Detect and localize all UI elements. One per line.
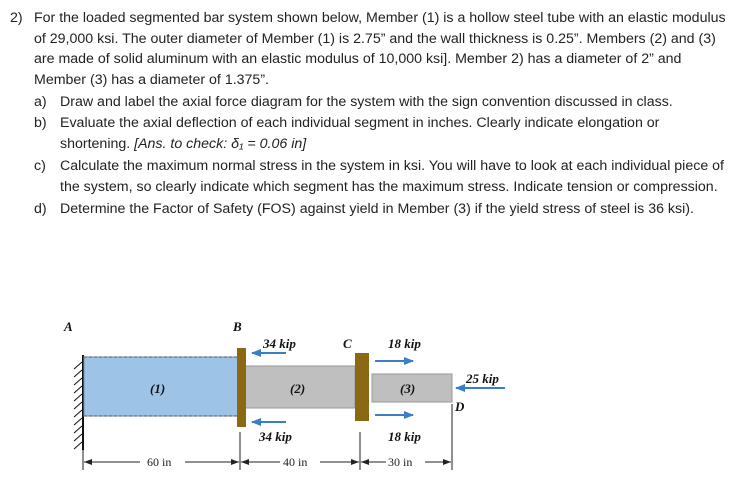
plate-c xyxy=(355,353,369,421)
load-label-c-top: 18 kip xyxy=(388,336,421,351)
part-b-label: b) xyxy=(34,114,47,131)
point-c-label: C xyxy=(343,336,352,351)
part-d-text: Determine the Factor of Safety (FOS) against yield in Member (3) if the yield stress of steel is 36 ksi). xyxy=(60,201,694,218)
member-1-label: (1) xyxy=(150,381,166,396)
load-label-b-top: 34 kip xyxy=(263,336,296,351)
point-d-label: D xyxy=(455,399,465,414)
load-label-b-bottom: 34 kip xyxy=(259,429,292,444)
part-a-text: Draw and label the axial force diagram for the system with the sign convention discussed in class. xyxy=(60,94,673,111)
member-3-label: (3) xyxy=(400,381,416,396)
length-label-2: 40 in xyxy=(283,455,308,469)
load-label-d: 25 kip xyxy=(466,371,499,386)
wall-support-icon xyxy=(74,355,83,450)
part-c-text: Calculate the maximum normal stress in the system in ksi. You will have to look at each individual piece of the system, so clearly indicate which segment has the maximum stress. Indicate tension or compression. xyxy=(60,158,724,195)
plate-b xyxy=(237,348,246,427)
problem-number: 2) xyxy=(10,10,23,26)
part-d-label: d) xyxy=(34,201,47,218)
part-a-label: a) xyxy=(34,94,47,111)
part-c-label: c) xyxy=(34,158,46,175)
point-a-label: A xyxy=(64,319,73,334)
point-b-label: B xyxy=(233,319,242,334)
part-b-text: Evaluate the axial deflection of each individual segment in inches. Clearly indicate elongation or shortening. xyxy=(60,114,660,152)
part-b-answer-note: [Ans. to check: δ₁ = 0.06 in] xyxy=(134,135,307,152)
length-label-3: 30 in xyxy=(388,455,413,469)
member-2-label: (2) xyxy=(290,381,306,396)
problem-intro-text: For the loaded segmented bar system shown below, Member (1) is a hollow steel tube with an elastic modulus of 29,000 ksi. The outer diameter of Member (1) is 2.75” and the wall thickness is 0.25”. Members (2) and (3) are made of solid aluminum with an elastic modulus of 10,000 ksi]. Member 2) has a diameter of 2” and Member (3) has a diameter of 1.375”. xyxy=(34,10,726,88)
length-label-1: 60 in xyxy=(147,455,172,469)
load-label-c-bottom: 18 kip xyxy=(388,429,421,444)
